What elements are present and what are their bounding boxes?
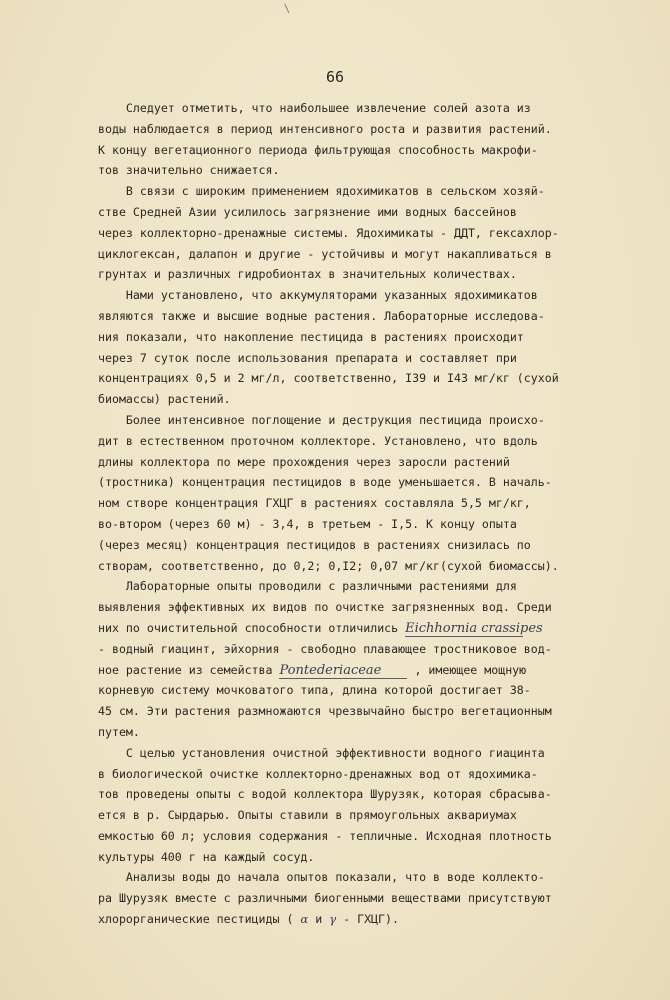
handwritten-gamma-symbol: γ — [329, 912, 337, 927]
text-line — [98, 576, 638, 597]
text-line — [98, 722, 638, 743]
text-segment: Следует отметить, что наибольшее извлечение солей азота из — [98, 101, 531, 115]
text-line — [98, 888, 638, 909]
text-line — [98, 452, 638, 473]
text-line — [98, 472, 638, 493]
text-segment: ется в р. Сырдарью. Опыты ставили в прямоугольных аквариумах — [98, 808, 517, 823]
text-line — [98, 202, 638, 223]
text-line — [98, 98, 638, 119]
text-segment: ния показали, что накопление пестицида в растениях происходит — [98, 329, 524, 344]
text-line — [98, 909, 638, 930]
text-line — [98, 618, 638, 639]
text-line — [98, 140, 638, 161]
text-segment: К концу вегетационного периода фильтрующая способность макрофи- — [98, 142, 538, 157]
handwritten-alpha-symbol: α — [300, 912, 309, 927]
text-line — [98, 764, 638, 785]
text-line — [98, 743, 638, 764]
text-segment: стве Средней Азии усилилось загрязнение ими водных бассейнов — [98, 204, 517, 219]
text-line — [98, 160, 638, 181]
text-segment: в биологической очистке коллекторно-дренажных вод от ядохимика- — [98, 766, 538, 781]
text-line — [98, 701, 638, 722]
text-line — [98, 826, 638, 847]
text-segment: Лабораторные опыты проводили с различными растениями для — [98, 579, 517, 594]
handwritten-species-name: Pontederiaceae — [279, 664, 407, 679]
text-line — [98, 680, 638, 701]
text-segment: культуры 400 г на каждый сосуд. — [98, 849, 315, 864]
text-segment: циклогексан, далапон и другие - устойчивы и могут накапливаться в — [98, 246, 552, 261]
text-segment: хлорорганические пестициды ( — [98, 912, 301, 927]
text-segment: длины коллектора по мере прохождения через заросли растений — [98, 454, 510, 469]
text-segment: Анализы воды до начала опытов показали, что в воде коллекто- — [98, 870, 545, 885]
typed-text-body — [98, 98, 638, 930]
text-segment: С целью установления очистной эффективности водного гиацинта — [98, 745, 545, 760]
text-segment: дит в естественном проточном коллекторе. Установлено, что вдоль — [98, 433, 538, 448]
text-segment: и — [308, 912, 330, 927]
text-segment: Нами установлено, что аккумуляторами указанных ядохимикатов — [98, 288, 538, 303]
text-line — [98, 306, 638, 327]
text-line — [98, 867, 638, 888]
text-segment: тов значительно снижается. — [98, 163, 280, 178]
text-line — [98, 223, 638, 244]
text-segment: - водный гиацинт, эйхорния - свободно плавающее тростниковое вод- — [98, 641, 552, 656]
text-segment: концентрациях 0,5 и 2 мг/л, соответственно, I39 и I43 мг/кг (сухой — [98, 371, 559, 386]
text-line — [98, 639, 638, 660]
text-line — [98, 847, 638, 868]
text-line — [98, 556, 638, 577]
text-segment: тов проведены опыты с водой коллектора Шурузяк, которая сбрасыва- — [98, 787, 552, 802]
text-line — [98, 660, 638, 681]
text-line — [98, 181, 638, 202]
text-segment: В связи с широким применением ядохимикатов в сельском хозяй- — [98, 184, 545, 199]
text-segment: воды наблюдается в период интенсивного роста и развития растений. — [98, 121, 552, 136]
text-line — [98, 285, 638, 306]
text-line — [98, 431, 638, 452]
text-line — [98, 597, 638, 618]
text-segment: ра Шурузяк вместе с различными биогенными веществами присутствуют — [98, 891, 552, 906]
text-line — [98, 389, 638, 410]
text-line — [98, 264, 638, 285]
text-line — [98, 535, 638, 556]
handwritten-species-name: Eichhornia crassipes — [405, 620, 543, 636]
page-number: 66 — [325, 68, 345, 86]
text-line — [98, 514, 638, 535]
text-line — [98, 244, 638, 265]
text-segment: грунтах и различных гидробионтах в значительных количествах. — [98, 267, 517, 282]
text-line — [98, 784, 638, 805]
text-segment: ное растение из семейства — [98, 662, 280, 677]
text-segment: выявления эффективных их видов по очистке загрязненных вод. Среди — [98, 600, 552, 615]
pen-mark — [284, 1, 295, 13]
text-segment: через 7 суток после использования препарата и составляет при — [98, 350, 517, 365]
text-segment: 45 см. Эти растения размножаются чрезвычайно быстро вегетационным — [98, 704, 552, 719]
text-segment: Более интенсивное поглощение и деструкция пестицида происхо- — [98, 412, 545, 427]
text-segment: , имеющее мощную — [407, 662, 527, 677]
text-line — [98, 410, 638, 431]
text-segment: корневую систему мочковатого типа, длина которой достигает 38- — [98, 683, 531, 698]
text-segment: во-втором (через 60 м) - 3,4, в третьем - I,5. К концу опыта — [98, 516, 517, 531]
text-line — [98, 348, 638, 369]
text-line — [98, 493, 638, 514]
text-segment: ном створе концентрация ГХЦГ в растениях составляла 5,5 мг/кг, — [98, 496, 531, 511]
text-segment: - ГХЦГ). — [336, 912, 399, 927]
text-segment: являются также и высшие водные растения. Лабораторные исследова- — [98, 308, 545, 323]
text-segment: них по очистительной способности отличились — [98, 620, 406, 635]
text-segment: через коллекторно-дренажные системы. Ядохимикаты - ДДТ, гексахлор- — [98, 225, 559, 240]
text-segment: (тростника) концентрация пестицидов в воде уменьшается. В началь- — [98, 475, 552, 490]
text-segment: емкостью 60 л; условия содержания - тепличные. Исходная плотность — [98, 828, 552, 843]
text-segment: (через месяц) концентрация пестицидов в растениях снизилась по — [98, 537, 531, 552]
text-line — [98, 119, 638, 140]
text-segment: створам, соответственно, до 0,2; 0,I2; 0,07 мг/кг(сухой биомассы). — [98, 558, 559, 573]
text-line — [98, 327, 638, 348]
text-line — [98, 805, 638, 826]
text-segment: путем. — [98, 724, 140, 739]
text-line — [98, 368, 638, 389]
text-segment: биомассы) растений. — [98, 392, 231, 407]
